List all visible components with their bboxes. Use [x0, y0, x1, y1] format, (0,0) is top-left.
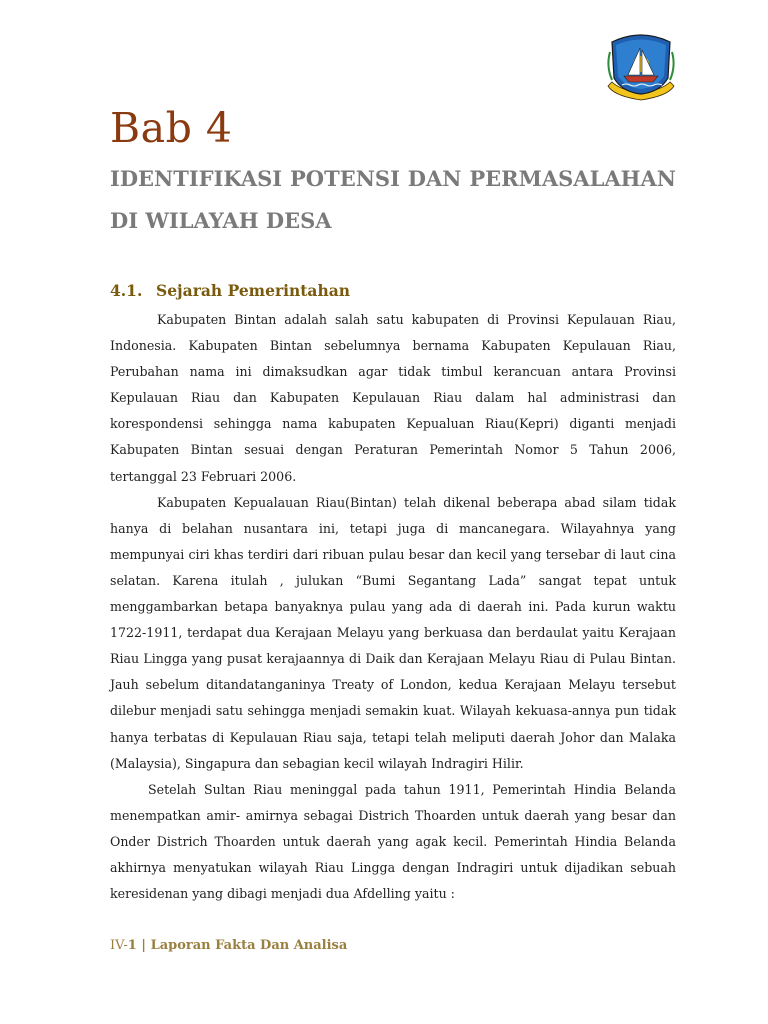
chapter-subtitle	[110, 158, 676, 242]
paragraph: Setelah Sultan Riau meninggal pada tahun 1911, Pemerintah Hindia Belanda menempatkan amir- amirnya sebagai Districh Thoarden untuk daerah yang besar dan Onder Districh Thoarden untuk daerah yang agak kecil. Pemerintah Hindia Belanda akhirnya menyatukan wilayah Riau Lingga dengan Indragiri untuk dijadikan sebuah keresidenan yang dibagi menjadi dua Afdelling yaitu :	[110, 781, 676, 902]
footer-separator: |	[136, 938, 151, 953]
chapter-subtitle-line-1: IDENTIFIKASI POTENSI DAN PERMASALAHAN	[110, 166, 676, 191]
page-number: 1	[127, 938, 137, 953]
page-number-prefix: IV-	[110, 938, 128, 953]
section-number: 4.1.	[110, 281, 143, 300]
document-name: Laporan Fakta Dan Analisa	[150, 938, 348, 953]
section-title: Sejarah Pemerintahan	[156, 281, 351, 300]
paragraph: Kabupaten Bintan adalah salah satu kabupaten di Provinsi Kepulauan Riau, Indonesia. Kabupaten Bintan sebelumnya bernama Kabupaten Kepulauan Riau, Perubahan nama ini dimaksudkan agar tidak timbul kerancuan antara Provinsi Kepulauan Riau dan Kabupaten Kepulauan Riau dalam hal administrasi dan korespondensi sehingga nama kabupaten Kepualuan Riau(Kepri) diganti menjadi Kabupaten Bintan sesuai dengan Peraturan Pemerintah Nomor 5 Tahun 2006, tertanggal 23 Februari 2006.	[110, 312, 676, 484]
paragraph: Kabupaten Kepualauan Riau(Bintan) telah dikenal beberapa abad silam tidak hanya di belahan nusantara ini, tetapi juga di mancanegara. Wilayahnya yang mempunyai ciri khas terdiri dari ribuan pulau besar dan kecil yang tersebar di laut cina selatan. Karena itulah , julukan “Bumi Segantang Lada” sangat tepat untuk menggambarkan betapa banyaknya pulau yang ada di daerah ini. Pada kurun waktu 1722-1911, terdapat dua Kerajaan Melayu yang berkuasa dan berdaulat yaitu Kerajaan Riau Lingga yang pusat kerajaannya di Daik dan Kerajaan Melayu Riau di Pulau Bintan. Jauh sebelum ditandatanganinya Treaty of London, kedua Kerajaan Melayu tersebut dilebur menjadi satu sehingga menjadi semakin kuat. Wilayah kekuasa-annya pun tidak hanya terbatas di Kepulauan Riau saja, tetapi telah meliputi daerah Johor dan Malaka (Malaysia), Singapura dan sebagian kecil wilayah Indragiri Hilir.	[110, 494, 676, 771]
section-heading	[110, 281, 350, 300]
chapter-subtitle-line-2: DI WILAYAH DESA	[110, 208, 332, 233]
page-footer	[110, 938, 347, 953]
bintan-regency-emblem-icon	[604, 30, 678, 104]
chapter-title: Bab 4	[110, 104, 233, 152]
body-text	[110, 307, 676, 907]
